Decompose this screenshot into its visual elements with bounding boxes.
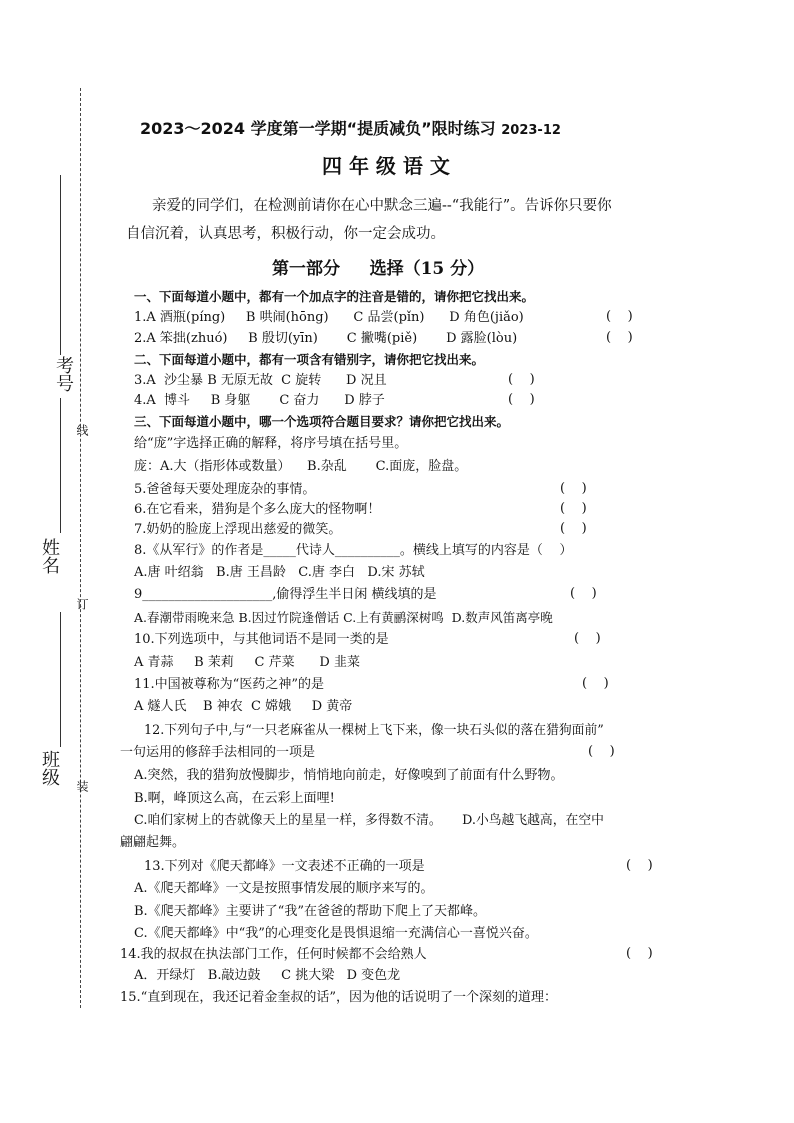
question-14-options: A．开绿灯 B.敲边鼓 C 挑大梁 D 变色龙 [134,968,401,983]
binding-mark-ding: 订 [75,598,89,610]
question-5-definitions: 庞：A.大（指形体或数量） B.杂乱 C.面庞，脸盘。 [134,459,468,474]
question-12-option-c: C.咱们家树上的杏就像天上的星星一样，多得数不清。 D.小鸟越飞越高，在空中 [134,813,604,828]
question-15: 15.“直到现在，我还记着金奎叔的话”，因为他的话说明了一个深刻的道理： [120,990,557,1005]
answer-7[interactable]: ( ) [560,521,587,536]
exam-no-blank[interactable] [60,175,61,355]
name-blank[interactable] [60,398,61,533]
question-13-option-b: B.《爬天都峰》主要讲了“我”在爸爸的帮助下爬上了天都峰。 [134,904,486,919]
section-2-heading: 二、下面每道小题中，都有一项含有错别字，请你把它找出来。 [134,352,485,367]
question-1: 1.A 酒瓶(píng) B 哄闹(hōng) C 品尝(pǐn) D 角色(jiǎo) [134,310,524,325]
exam-title [140,116,561,139]
question-10: 10.下列选项中，与其他词语不是同一类的是 [134,632,389,647]
answer-6[interactable]: ( ) [560,501,587,516]
question-2: 2.A 笨拙(zhuó) B 殷切(yīn) C 撇嘴(piě) D 露脸(lòu) [134,331,518,346]
answer-5[interactable]: ( ) [560,481,587,496]
part-title: 第一部分 选择（15 分） [272,259,485,279]
question-12-line-2: 一句运用的修辞手法相同的一项是 [120,745,316,760]
answer-14[interactable]: ( ) [626,946,653,961]
question-13-option-a: A.《爬天都峰》一文是按照事情发展的顺序来写的。 [134,881,434,896]
exam-title-text: 2023～2024 学度第一学期“提质减负”限时练习 [140,119,496,138]
intro-line-1: 亲爱的同学们，在检测前请你在心中默念三遍--“我能行”。告诉你只要你 [152,198,612,214]
answer-12[interactable]: ( ) [588,744,615,759]
answer-13[interactable]: ( ) [626,858,653,873]
exam-date: 2023-12 [501,123,561,138]
question-10-options: A 青蒜 B 茉莉 C 芹菜 D 韭菜 [134,655,360,670]
question-6: 6.在它看来，猎狗是个多么庞大的怪物啊！ [134,502,381,517]
answer-1[interactable]: ( ) [606,309,633,324]
question-12-option-a: A.突然，我的猎狗放慢脚步，悄悄地向前走，好像嗅到了前面有什么野物。 [134,768,564,783]
class-label: 班级 [39,750,60,786]
question-5-intro: 给“庞”字选择正确的解释，将序号填在括号里。 [134,436,408,451]
question-8-options: A.唐 叶绍翁 B.唐 王昌龄 C.唐 李白 D.宋 苏轼 [134,565,425,580]
subject-title: 四 年 级 语 文 [322,154,450,178]
answer-3[interactable]: ( ) [508,372,535,387]
question-5: 5.爸爸每天要处理庞杂的事情。 [134,482,316,497]
question-11-options: A 燧人氏 B 神农 C 嫦娥 D 黄帝 [134,699,353,714]
question-12-option-b: B.啊，峰顶这么高，在云彩上面哩! [134,791,335,806]
question-14: 14.我的叔叔在执法部门工作，任何时候都不会给熟人 [120,947,427,962]
answer-11[interactable]: ( ) [582,676,609,691]
answer-4[interactable]: ( ) [508,392,535,407]
binding-mark-zhuang: 装 [75,780,89,792]
answer-10[interactable]: ( ) [574,631,601,646]
section-1-heading: 一、下面每道小题中，都有一个加点字的注音是错的，请你把它找出来。 [134,289,535,304]
name-label: 姓名 [39,538,60,574]
question-13-option-c: C.《爬天都峰》中“我”的心理变化是畏惧退缩一充满信心一喜悦兴奋。 [134,926,538,941]
question-7: 7.奶奶的脸庞上浮现出慈爱的微笑。 [134,522,342,537]
question-3: 3.A 沙尘暴 B 无原无故 C 旋转 D 况且 [134,373,387,388]
intro-line-2: 自信沉着，认真思考，积极行动，你一定会成功。 [126,226,445,242]
question-9-options: A.春潮带雨晚来急 B.因过竹院逢僧话 C.上有黄鹂深树鸣 D.数声风笛离亭晚 [134,610,553,625]
answer-2[interactable]: ( ) [606,330,633,345]
question-12-option-d-cont: 翩翩起舞。 [120,835,186,850]
question-9: 9____________________,偷得浮生半日闲 横线填的是 [134,587,437,602]
question-4: 4.A 博斗 B 身躯 C 奋力 D 脖子 [134,393,385,408]
question-12: 12.下列句子中,与“一只老麻雀从一棵树上飞下来，像一块石头似的落在猎狗面前” [144,723,604,738]
question-11: 11.中国被尊称为“医药之神”的是 [134,677,324,692]
answer-9[interactable]: ( ) [570,586,597,601]
exam-no-label: 考号 [53,356,74,392]
question-8: 8.《从军行》的作者是_____代诗人__________。横线上填写的内容是（ ） [134,543,573,558]
binding-mark-line: 线 [75,424,89,436]
binding-dashed-line [80,88,81,1008]
section-3-heading: 三、下面每道小题中，哪一个选项符合题目要求？请你把它找出来。 [134,414,510,429]
question-13: 13.下列对《爬天都峰》一文表述不正确的一项是 [144,859,425,874]
class-blank[interactable] [60,612,61,747]
